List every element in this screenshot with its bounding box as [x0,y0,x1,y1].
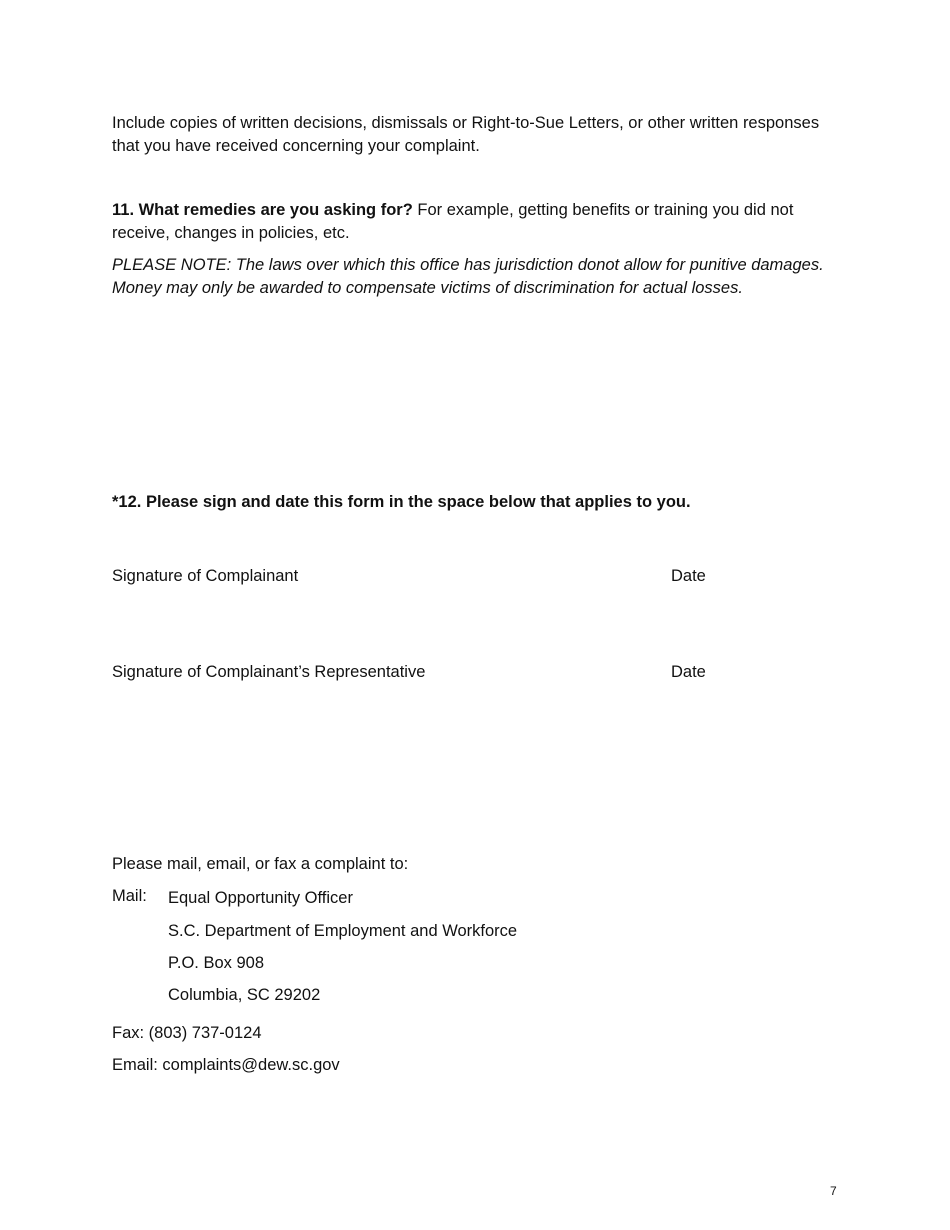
intro-paragraph: Include copies of written decisions, dismissals or Right-to-Sue Letters, or other written responses that you have received concerning your complaint. [112,114,820,155]
address-line-3: P.O. Box 908 [168,954,265,972]
fax-number: Fax: (803) 737-0124 [112,1024,262,1042]
mail-label: Mail: [112,887,147,905]
representative-date-label: Date [671,663,706,681]
email-address: Email: complaints@dew.sc.gov [112,1056,340,1074]
question-11-heading: 11. What remedies are you asking for? [112,201,413,219]
address-line-4: Columbia, SC 29202 [168,986,321,1004]
question-12-heading: *12. Please sign and date this form in the space below that applies to you. [112,493,691,511]
complainant-signature-label: Signature of Complainant [112,567,299,585]
complainant-date-label: Date [671,567,706,585]
page-number: 7 [830,1184,837,1198]
contact-instruction: Please mail, email, or fax a complaint to: [112,855,409,873]
question-11 [112,199,832,244]
address-line-1: Equal Opportunity Officer [168,889,353,907]
question-11-note: PLEASE NOTE: The laws over which this office has jurisdiction donot allow for punitive damages. Money may only be awarded to compensate victims of discrimination for actual losses. [112,256,824,297]
address-line-2: S.C. Department of Employment and Workforce [168,922,518,940]
question-11-body: For example, getting benefits or training you did not receive, changes in policies, etc. [112,201,794,242]
representative-signature-label: Signature of Complainant’s Representative [112,663,426,681]
